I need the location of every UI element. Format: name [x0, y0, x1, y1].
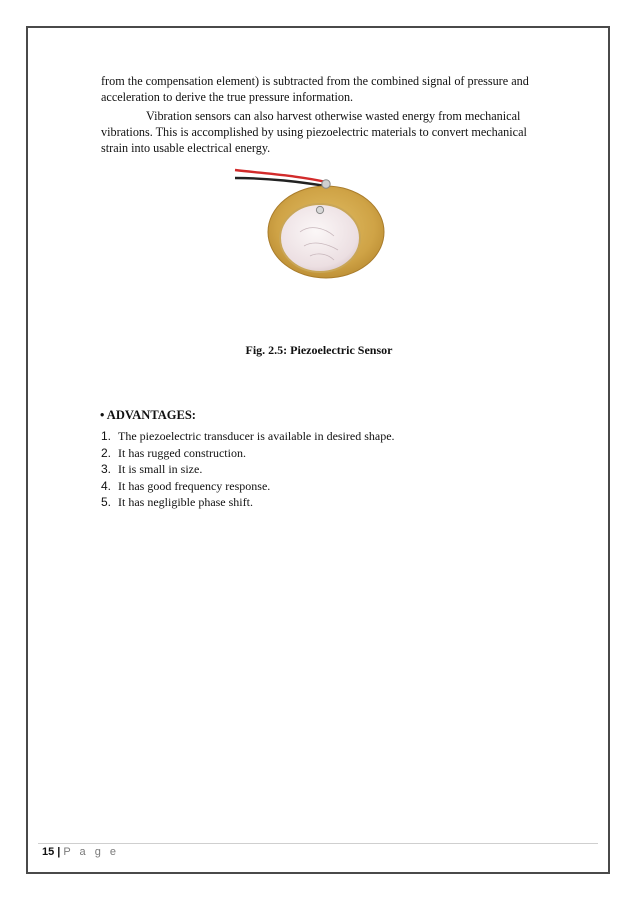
page-number: 15 — [42, 846, 55, 858]
list-item — [101, 494, 395, 511]
list-text: It has rugged construction. — [118, 445, 246, 460]
list-number: 5. — [101, 495, 112, 509]
page-footer — [42, 846, 119, 858]
list-text: The piezoelectric transducer is available in desired shape. — [118, 429, 395, 443]
footer-separator: | — [57, 846, 61, 858]
paragraph-vibration-sensors: Vibration sensors can also harvest otherwise wasted energy from mechanical vibrations. This is accomplished by using piezoelectric materials to convert mechanical strain into usable electrical energy. — [101, 109, 527, 155]
list-number: 1. — [101, 429, 112, 443]
list-item — [101, 478, 395, 495]
list-number: 2. — [101, 445, 112, 460]
paragraph-continuation: from the compensation element) is subtracted from the combined signal of pressure and acceleration to derive the true pressure information. — [101, 74, 529, 104]
footer-divider — [38, 843, 598, 844]
list-number: 4. — [101, 478, 112, 493]
page-label: P a g e — [63, 846, 119, 858]
list-item — [101, 428, 395, 445]
advantages-heading: • ADVANTAGES: — [100, 408, 196, 422]
list-number: 3. — [101, 462, 112, 476]
list-item — [101, 461, 395, 478]
list-item — [101, 445, 395, 462]
figure-caption: Fig. 2.5: Piezoelectric Sensor — [245, 343, 393, 357]
advantages-list — [101, 428, 395, 511]
list-text: It has negligible phase shift. — [118, 495, 253, 509]
list-text: It is small in size. — [118, 462, 203, 476]
piezoelectric-sensor-image — [230, 162, 390, 280]
list-text: It has good frequency response. — [118, 478, 271, 493]
